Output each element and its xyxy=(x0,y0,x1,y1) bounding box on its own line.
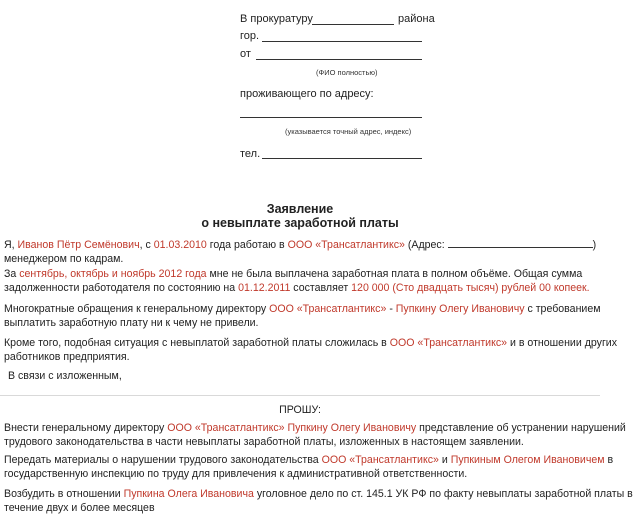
director-name: Пупкину Олегу Ивановичу xyxy=(395,303,525,315)
text-fragment: и в отношении других xyxy=(507,337,618,349)
text-fragment: Многократные обращения к генеральному директору xyxy=(4,303,270,315)
company-address-blank xyxy=(448,238,593,248)
text-fragment: составляет xyxy=(290,282,352,294)
address-blank xyxy=(240,117,422,118)
text-fragment: За xyxy=(4,268,20,280)
from-label: от xyxy=(240,48,251,60)
debt-date: 01.12.2011 xyxy=(238,282,291,294)
text-fragment: ) xyxy=(592,239,597,251)
text-fragment: Возбудить в отношении xyxy=(4,488,124,500)
phone-blank xyxy=(262,158,422,159)
text-fragment: года работаю в xyxy=(206,239,288,251)
paragraph-2-line-2 xyxy=(4,280,590,296)
city-label: гор. xyxy=(240,30,260,42)
text-fragment: - xyxy=(386,303,396,315)
city-blank xyxy=(262,41,422,42)
paragraph-4-line-2: работников предприятия. xyxy=(4,351,130,363)
employment-date: 01.03.2010 xyxy=(153,239,207,251)
district-label: района xyxy=(398,13,435,25)
request-2-line-2: государственную инспекцию по труду для привлечения к административной ответственности. xyxy=(4,468,468,480)
text-fragment: (Адрес: xyxy=(404,239,448,251)
text-fragment: уголовное дело по ст. 145.1 УК РФ по факту невыплаты заработной платы в xyxy=(253,488,633,500)
applicant-name: Иванов Пётр Семёнович xyxy=(17,239,140,251)
text-fragment: представление об устранении нарушений xyxy=(416,422,626,434)
text-fragment: Внести генеральному директору xyxy=(4,422,168,434)
text-fragment: мне не была выплачена заработная плата в полном объёме. Общая сумма xyxy=(206,268,583,280)
paragraph-3-line-2: выплатить заработную плату ни к чему не привели. xyxy=(4,317,259,329)
phone-label: тел. xyxy=(240,148,261,160)
company-name: ООО «Трансатлантикс» xyxy=(269,303,387,315)
text-fragment: , с xyxy=(139,239,154,251)
text-fragment: с требованием xyxy=(524,303,601,315)
company-name: ООО «Трансатлантикс» xyxy=(321,454,439,466)
text-fragment: задолженности работодателя по состоянию на xyxy=(4,282,239,294)
text-fragment: Кроме того, подобная ситуация с невыплатой заработной платы сложилась в xyxy=(4,337,390,349)
document-subtitle: о невыплате заработной платы xyxy=(201,216,399,230)
debt-amount: 120 000 (Сто двадцать тысяч) рублей 00 копеек. xyxy=(351,282,590,294)
paragraph-1-line-2: менеджером по кадрам. xyxy=(4,253,124,265)
director-name: Пупкиным Олегом Ивановичем xyxy=(450,454,605,466)
prosecutor-name-blank xyxy=(312,24,394,25)
company-name: ООО «Трансатлантикс» xyxy=(167,422,285,434)
text-fragment: Передать материалы о нарушении трудового законодательства xyxy=(4,454,322,466)
unpaid-months: сентябрь, октябрь и ноябрь 2012 года xyxy=(19,268,207,280)
divider xyxy=(0,395,600,396)
address-note: (указывается точный адрес, индекс) xyxy=(285,127,412,136)
fio-note: (ФИО полностью) xyxy=(316,68,378,77)
company-name: ООО «Трансатлантикс» xyxy=(287,239,405,251)
document-title: Заявление xyxy=(266,202,334,216)
to-prosecutor-label: В прокуратуру xyxy=(240,13,313,25)
request-3-line-2: течение двух и более месяцев xyxy=(4,502,155,514)
request-heading: ПРОШУ: xyxy=(279,404,321,416)
request-1-line-2: трудового законодательства в части невыплаты заработной платы, изложенных в настоящем заявлении. xyxy=(4,436,524,448)
text-fragment: Я, xyxy=(4,239,18,251)
company-name: ООО «Трансатлантикс» xyxy=(389,337,508,349)
from-blank xyxy=(256,59,422,60)
director-name: Пупкину Олегу Ивановичу xyxy=(287,422,417,434)
text-fragment: в xyxy=(604,454,614,466)
paragraph-5: В связи с изложенным, xyxy=(8,370,122,382)
residing-label: проживающего по адресу: xyxy=(240,88,374,100)
director-name: Пупкина Олега Ивановича xyxy=(123,488,254,500)
text-fragment: и xyxy=(438,454,451,466)
